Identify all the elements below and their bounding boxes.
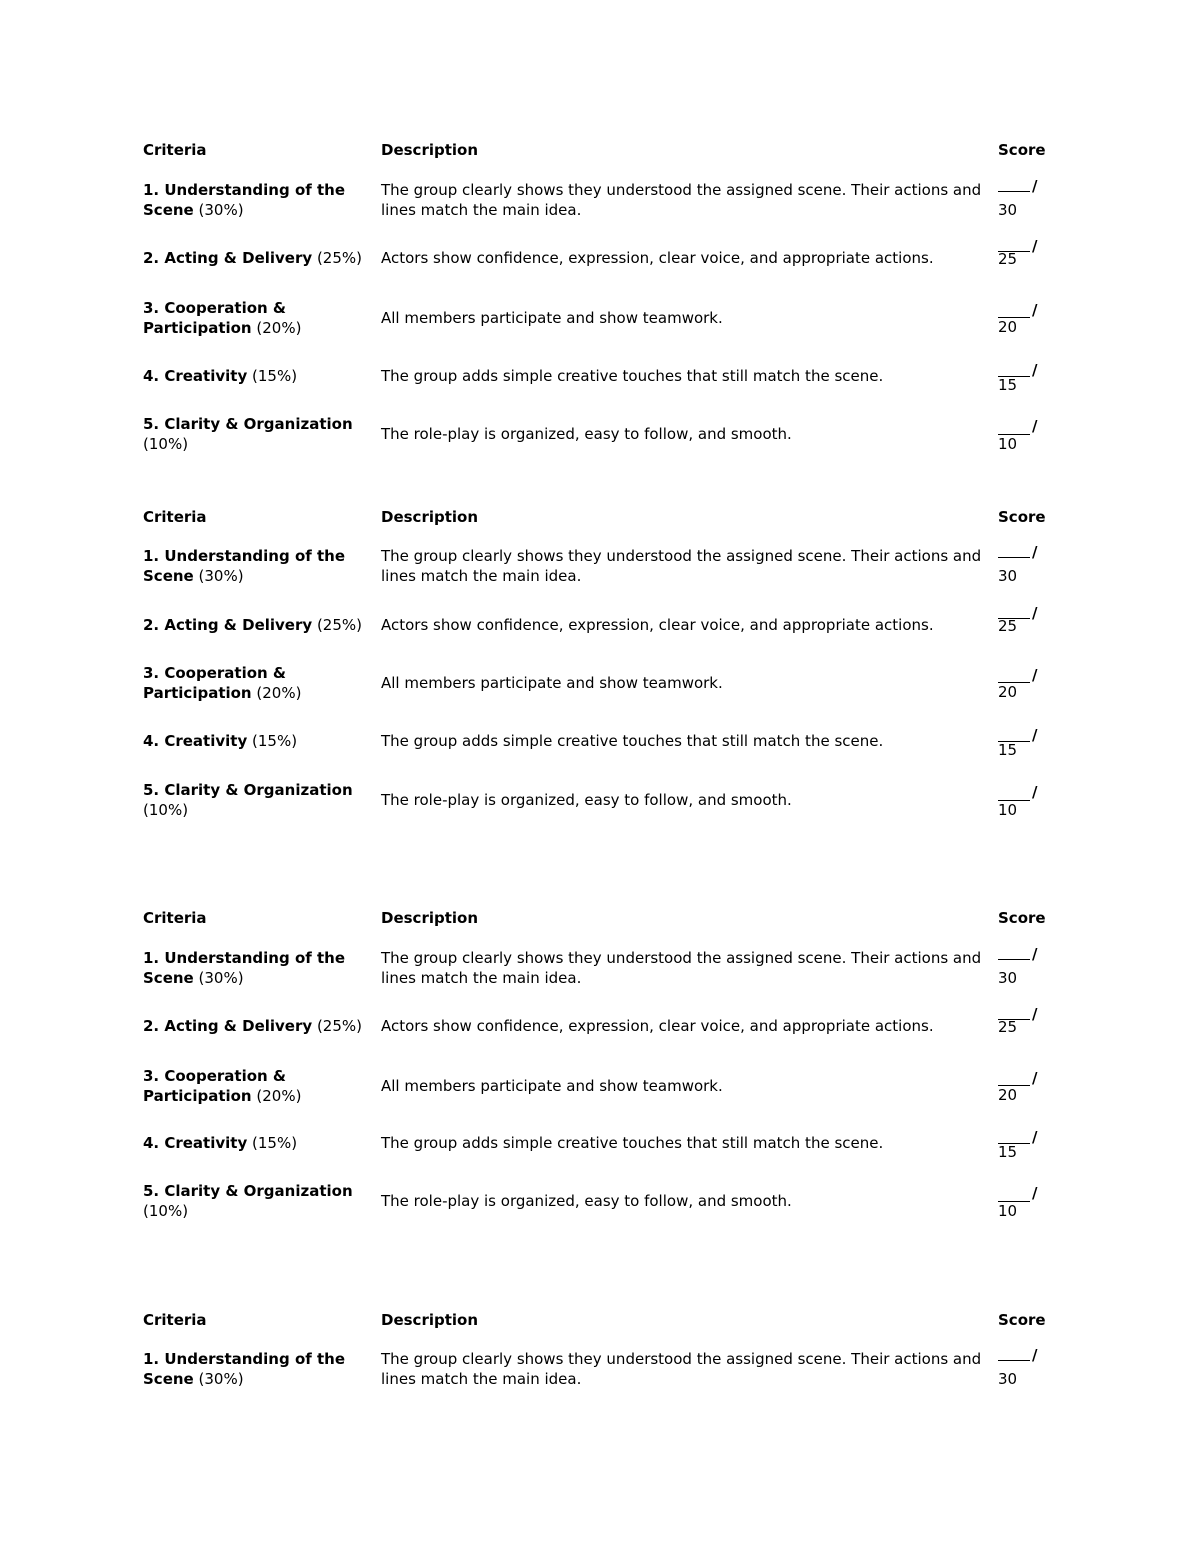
- description-cell: The role-play is organized, easy to follow, and smooth.: [381, 1192, 792, 1210]
- criteria-name: 4. Creativity: [143, 367, 248, 385]
- description-cell: The group clearly shows they understood the assigned scene. Their actions and lines match the main idea.: [381, 547, 982, 585]
- score-slash: /: [1032, 783, 1038, 801]
- criteria-weight: (25%): [316, 249, 362, 267]
- criteria-weight: (15%): [252, 1134, 298, 1152]
- criteria-name: 5. Clarity & Organization: [143, 781, 353, 799]
- score-slash: /: [1032, 177, 1038, 195]
- criteria-cell: [143, 663, 375, 703]
- score-slash: /: [1032, 666, 1038, 684]
- score-slash: /: [1032, 543, 1038, 561]
- criteria-weight: (10%): [143, 801, 189, 819]
- score-max: 10: [998, 1202, 1018, 1220]
- criteria-name: 1. Understanding of the Scene: [143, 181, 346, 219]
- criteria-name: 2. Acting & Delivery: [143, 1017, 313, 1035]
- criteria-cell: [143, 1133, 375, 1153]
- score-blank-line[interactable]: [998, 191, 1030, 192]
- score-blank-line[interactable]: [998, 1360, 1030, 1361]
- score-blank-line[interactable]: [998, 557, 1030, 558]
- description-cell: The group adds simple creative touches that still match the scene.: [381, 367, 884, 385]
- score-max: 30: [998, 201, 1018, 219]
- description-cell: The group adds simple creative touches that still match the scene.: [381, 1134, 884, 1152]
- score-slash: /: [1032, 1184, 1038, 1202]
- score-max: 15: [998, 376, 1018, 394]
- criteria-cell: [143, 1181, 375, 1221]
- criteria-weight: (25%): [316, 616, 362, 634]
- criteria-name: 5. Clarity & Organization: [143, 1182, 353, 1200]
- header-criteria: Criteria: [143, 909, 207, 927]
- criteria-cell: [143, 546, 375, 586]
- description-cell: All members participate and show teamwork.: [381, 309, 723, 327]
- score-slash: /: [1032, 301, 1038, 319]
- description-cell: The role-play is organized, easy to follow, and smooth.: [381, 425, 792, 443]
- score-slash: /: [1032, 417, 1038, 435]
- criteria-name: 4. Creativity: [143, 732, 248, 750]
- score-max: 15: [998, 1143, 1018, 1161]
- description-cell: The group clearly shows they understood the assigned scene. Their actions and lines match the main idea.: [381, 181, 982, 219]
- header-description: Description: [381, 508, 479, 526]
- score-slash: /: [1032, 945, 1038, 963]
- score-max: 25: [998, 617, 1018, 635]
- score-slash: /: [1032, 1128, 1038, 1146]
- criteria-cell: [143, 366, 375, 386]
- criteria-name: 4. Creativity: [143, 1134, 248, 1152]
- score-max: 25: [998, 250, 1018, 268]
- criteria-weight: (20%): [256, 684, 302, 702]
- criteria-name: 3. Cooperation & Participation: [143, 664, 287, 702]
- criteria-name: 3. Cooperation & Participation: [143, 1067, 287, 1105]
- score-max: 20: [998, 683, 1018, 701]
- score-slash: /: [1032, 1346, 1038, 1364]
- header-description: Description: [381, 1311, 479, 1329]
- criteria-cell: [143, 615, 375, 635]
- description-cell: The role-play is organized, easy to follow, and smooth.: [381, 791, 792, 809]
- score-slash: /: [1032, 604, 1038, 622]
- criteria-weight: (25%): [316, 1017, 362, 1035]
- score-max: 20: [998, 1086, 1018, 1104]
- score-slash: /: [1032, 361, 1038, 379]
- criteria-name: 5. Clarity & Organization: [143, 415, 353, 433]
- criteria-name: 1. Understanding of the Scene: [143, 547, 346, 585]
- description-cell: The group clearly shows they understood the assigned scene. Their actions and lines match the main idea.: [381, 1350, 982, 1388]
- score-max: 30: [998, 969, 1018, 987]
- header-criteria: Criteria: [143, 141, 207, 159]
- score-slash: /: [1032, 726, 1038, 744]
- criteria-weight: (30%): [198, 567, 244, 585]
- criteria-weight: (10%): [143, 1202, 189, 1220]
- criteria-name: 2. Acting & Delivery: [143, 616, 313, 634]
- score-max: 25: [998, 1018, 1018, 1036]
- criteria-cell: [143, 1349, 375, 1389]
- score-max: 30: [998, 567, 1018, 585]
- header-score: Score: [998, 508, 1046, 526]
- criteria-name: 2. Acting & Delivery: [143, 249, 313, 267]
- criteria-name: 1. Understanding of the Scene: [143, 1350, 346, 1388]
- criteria-cell: [143, 248, 375, 268]
- description-cell: Actors show confidence, expression, clear voice, and appropriate actions.: [381, 249, 934, 267]
- score-max: 20: [998, 318, 1018, 336]
- score-slash: /: [1032, 237, 1038, 255]
- criteria-weight: (30%): [198, 969, 244, 987]
- criteria-weight: (15%): [252, 732, 298, 750]
- criteria-cell: [143, 414, 375, 454]
- header-score: Score: [998, 909, 1046, 927]
- header-score: Score: [998, 1311, 1046, 1329]
- score-max: 30: [998, 1370, 1018, 1388]
- score-slash: /: [1032, 1005, 1038, 1023]
- criteria-name: 3. Cooperation & Participation: [143, 299, 287, 337]
- criteria-cell: [143, 180, 375, 220]
- description-cell: All members participate and show teamwork.: [381, 1077, 723, 1095]
- header-criteria: Criteria: [143, 1311, 207, 1329]
- criteria-weight: (20%): [256, 319, 302, 337]
- header-score: Score: [998, 141, 1046, 159]
- header-description: Description: [381, 141, 479, 159]
- criteria-name: 1. Understanding of the Scene: [143, 949, 346, 987]
- criteria-weight: (30%): [198, 201, 244, 219]
- score-slash: /: [1032, 1069, 1038, 1087]
- criteria-cell: [143, 1066, 375, 1106]
- header-criteria: Criteria: [143, 508, 207, 526]
- criteria-weight: (10%): [143, 435, 189, 453]
- criteria-cell: [143, 731, 375, 751]
- score-max: 10: [998, 435, 1018, 453]
- criteria-cell: [143, 948, 375, 988]
- score-max: 15: [998, 741, 1018, 759]
- score-max: 10: [998, 801, 1018, 819]
- description-cell: Actors show confidence, expression, clear voice, and appropriate actions.: [381, 1017, 934, 1035]
- criteria-weight: (15%): [252, 367, 298, 385]
- score-blank-line[interactable]: [998, 959, 1030, 960]
- criteria-cell: [143, 1016, 375, 1036]
- header-description: Description: [381, 909, 479, 927]
- description-cell: The group adds simple creative touches that still match the scene.: [381, 732, 884, 750]
- criteria-cell: [143, 780, 375, 820]
- criteria-cell: [143, 298, 375, 338]
- description-cell: Actors show confidence, expression, clear voice, and appropriate actions.: [381, 616, 934, 634]
- criteria-weight: (20%): [256, 1087, 302, 1105]
- description-cell: The group clearly shows they understood the assigned scene. Their actions and lines match the main idea.: [381, 949, 982, 987]
- description-cell: All members participate and show teamwork.: [381, 674, 723, 692]
- criteria-weight: (30%): [198, 1370, 244, 1388]
